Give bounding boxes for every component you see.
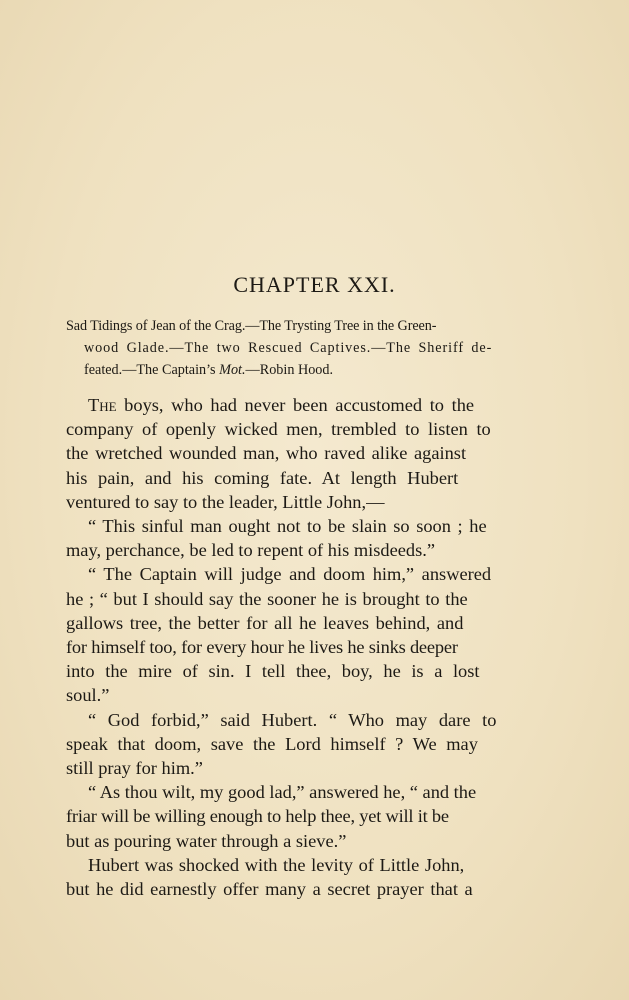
body-line: into the mire of sin. I tell thee, boy, he is a lost — [66, 661, 480, 682]
body-line: he ; “ but I should say the sooner he is brought to the — [66, 588, 468, 609]
body-line: but as pouring water through a sieve.” — [66, 830, 347, 851]
chapter-body — [66, 393, 536, 901]
body-line — [66, 393, 536, 417]
body-line-text: boys, who had never been accustomed to the — [116, 395, 475, 415]
body-line: “ As thou wilt, my good lad,” answered he, “ and the — [88, 782, 477, 803]
body-line: may, perchance, be led to repent of his misdeeds.” — [66, 540, 436, 561]
body-line: friar will be willing enough to help thee, yet will it be — [66, 806, 449, 827]
body-line: his pain, and his coming fate. At length Hubert — [66, 467, 459, 488]
opening-word: The — [88, 395, 117, 415]
body-line: for himself too, for every hour he lives he sinks deeper — [66, 637, 458, 658]
body-line: the wretched wounded man, who raved alike against — [66, 443, 467, 464]
summary-line: wood Glade.—The two Rescued Captives.—The Sheriff de- — [84, 340, 493, 356]
chapter-summary — [66, 315, 538, 381]
chapter-title: CHAPTER XXI. — [233, 272, 396, 297]
body-line: company of openly wicked men, trembled to listen to — [66, 419, 491, 440]
body-line: “ The Captain will judge and doom him,” answered — [88, 564, 492, 585]
summary-line-text: —Robin Hood. — [245, 362, 334, 378]
body-line: gallows tree, the better for all he leaves behind, and — [66, 612, 464, 633]
body-line: soul.” — [66, 685, 110, 706]
body-line: “ God forbid,” said Hubert. “ Who may dare to — [88, 709, 497, 730]
body-line: “ This sinful man ought not to be slain so soon ; he — [88, 516, 487, 537]
summary-line — [66, 359, 538, 381]
body-line: speak that doom, save the Lord himself ? We may — [66, 733, 478, 754]
body-line: Hubert was shocked with the levity of Little John, — [88, 854, 465, 875]
body-line: ventured to say to the leader, Little John,— — [66, 491, 385, 512]
summary-line-text: feated.—The Captain’s — [84, 362, 220, 378]
summary-italic-word: Mot. — [219, 362, 246, 378]
body-line: still pray for him.” — [66, 758, 203, 779]
body-line: but he did earnestly offer many a secret prayer that a — [66, 879, 473, 900]
summary-line: Sad Tidings of Jean of the Crag.—The Trysting Tree in the Green- — [66, 318, 437, 334]
